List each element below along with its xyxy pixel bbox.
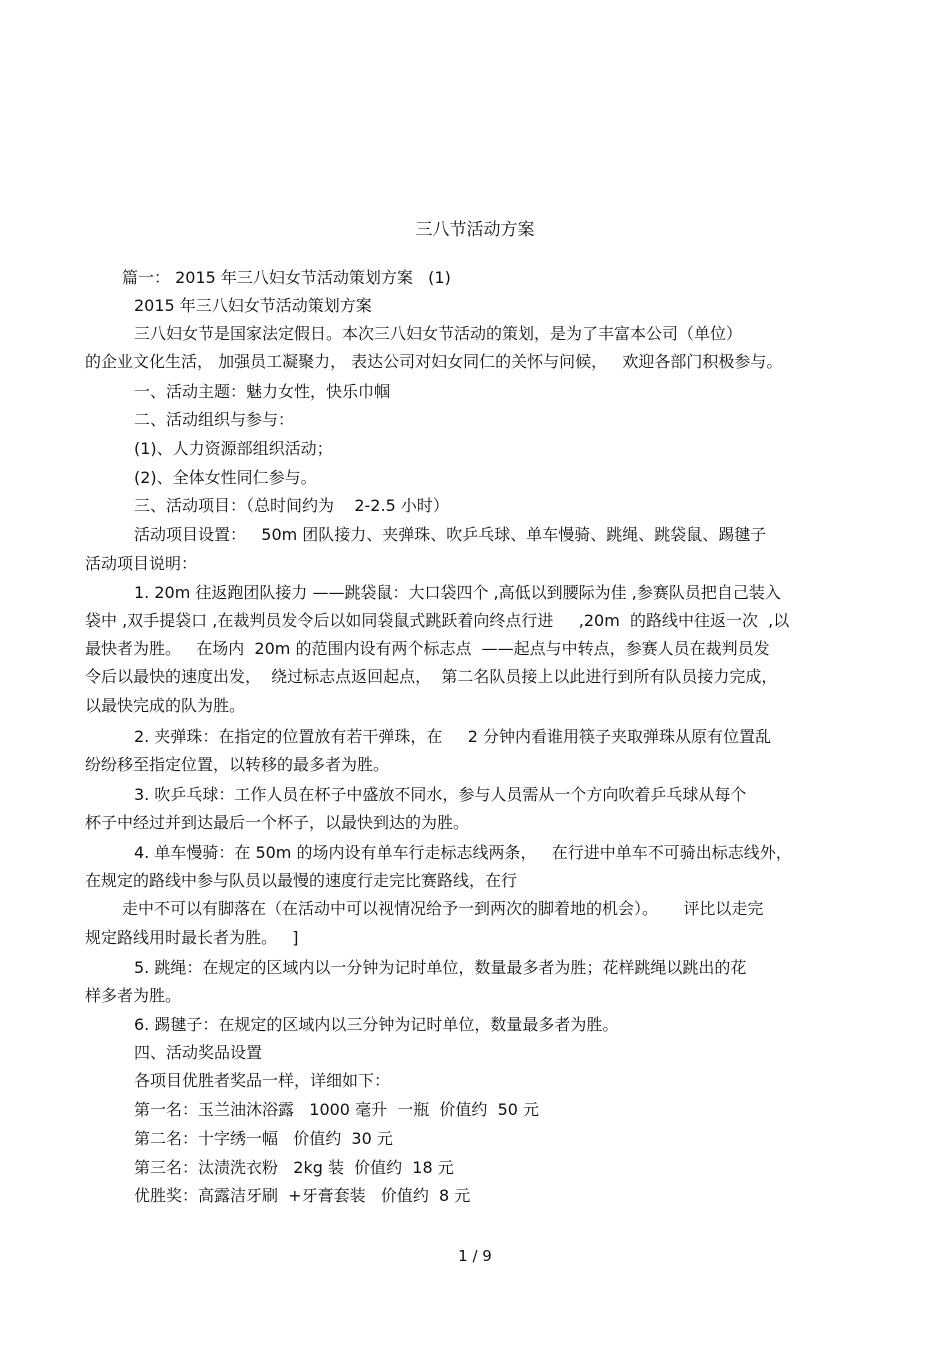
item4-line-3: 走中不可以有脚落在（在活动中可以视情况给予一到两次的脚着地的机会）。 评比以走完 [122,899,764,918]
section-prizes: 四、活动奖品设置 [134,1043,263,1062]
item1-line-1: 1. 20m 往返跑团队接力 ——跳袋鼠：大口袋四个 ,高低以到腰际为佳 ,参赛队员把自己装入 [134,583,781,602]
prizes-intro: 各项目优胜者奖品一样，详细如下： [134,1071,391,1090]
plan-title: 2015 年三八妇女节活动策划方案 [134,296,372,315]
item1-line-2: 袋中 ,双手提袋口 ,在裁判员发令后以如同袋鼠式跳跃着向终点行进 ,20m 的路线中往返一次 ,以 [85,611,790,630]
prize-third: 第三名：汰渍洗衣粉 2kg 装 价值约 18 元 [134,1158,454,1177]
section-activities: 三、活动项目：（总时间约为 2-2.5 小时） [134,496,449,515]
item4-line-1: 4. 单车慢骑：在 50m 的场内设有单车行走标志线两条， 在行进中单车不可骑出标志线外， [134,843,792,862]
item1-line-3: 最快者为胜。 在场内 20m 的范围内设有两个标志点 ——起点与中转点，参赛人员在裁判员发 [85,639,770,658]
item4-line-2: 在规定的路线中参与队员以最慢的速度行走完比赛路线，在行 [85,871,518,890]
document-title: 三八节活动方案 [415,220,535,240]
prize-second: 第二名：十字绣一幅 价值约 30 元 [134,1129,393,1148]
item4-line-4: 规定路线用时最长者为胜。 ] [85,928,299,947]
item6-line-1: 6. 踢毽子：在规定的区域内以三分钟为记时单位，数量最多者为胜。 [134,1015,619,1034]
organization-item-1: (1)、人力资源部组织活动； [134,439,333,458]
intro-line-1: 三八妇女节是国家法定假日。本次三八妇女节活动的策划，是为了丰富本公司（单位） [134,324,743,343]
item1-line-5: 以最快完成的队为胜。 [85,696,246,715]
item2-line-2: 纷纷移至指定位置，以转移的最多者为胜。 [85,755,390,774]
activities-setup: 活动项目设置： 50m 团队接力、夹弹珠、吹乒乓球、单车慢骑、跳绳、跳袋鼠、踢毽子 [134,525,767,544]
prize-merit: 优胜奖：高露洁牙刷 +牙膏套装 价值约 8 元 [134,1186,471,1205]
prize-first: 第一名：玉兰油沐浴露 1000 毫升 一瓶 价值约 50 元 [134,1100,540,1119]
organization-item-2: (2)、全体女性同仁参与。 [134,468,317,487]
section-organization: 二、活动组织与参与： [134,410,295,429]
item1-line-4: 令后以最快的速度出发， 绕过标志点返回起点， 第二名队员接上以此进行到所有队员接力完成， [85,667,778,686]
chapter-heading: 篇一： 2015 年三八妇女节活动策划方案 (1) [122,268,451,287]
intro-line-2: 的企业文化生活， 加强员工凝聚力， 表达公司对妇女同仁的关怀与问候， 欢迎各部门积极参与。 [85,352,783,371]
item5-line-2: 样多者为胜。 [85,986,182,1005]
section-theme: 一、活动主题：魅力女性，快乐巾帼 [134,382,391,401]
item2-line-1: 2. 夹弹珠：在指定的位置放有若干弹珠，在 2 分钟内看谁用筷子夹取弹珠从原有位置乱 [134,727,772,746]
item3-line-2: 杯子中经过并到达最后一个杯子，以最快到达的为胜。 [85,813,470,832]
item5-line-1: 5. 跳绳：在规定的区域内以一分钟为记时单位，数量最多者为胜；花样跳绳以跳出的花 [134,958,747,977]
page-number: 1 / 9 [458,1247,492,1265]
activities-description-heading: 活动项目说明： [85,554,198,573]
item3-line-1: 3. 吹乒乓球：工作人员在杯子中盛放不同水，参与人员需从一个方向吹着乒乓球从每个 [134,785,747,804]
